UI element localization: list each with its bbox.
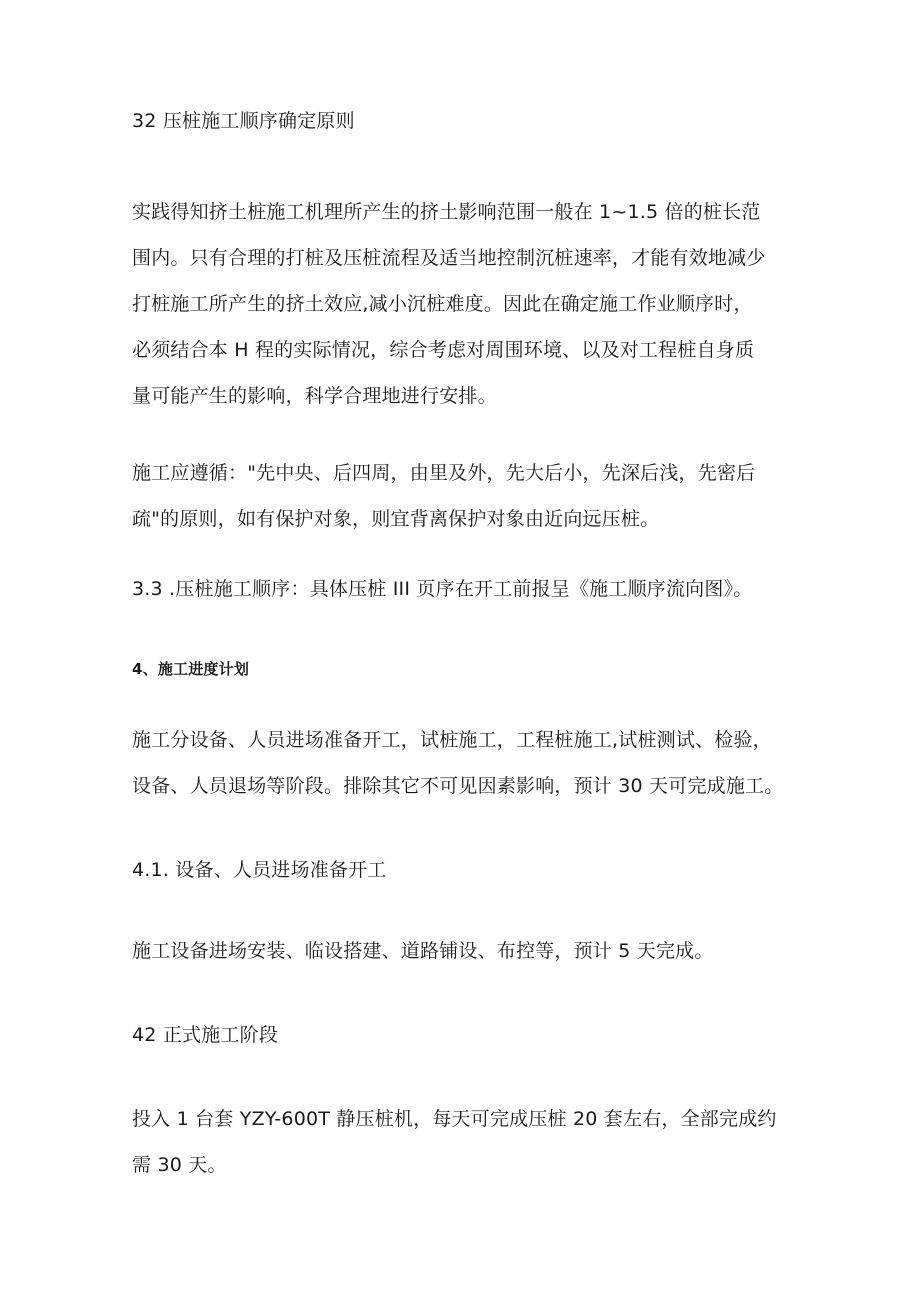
paragraph-line: 投入 1 台套 YZY-600T 静压桩机，每天可完成压桩 20 套左右，全部完成约 <box>132 1108 777 1130</box>
paragraph-line: 施工分设备、人员进场准备开工，试桩施工，工程桩施工,试桩测试、检验， <box>132 729 772 751</box>
section-heading-4: 4、施工进度计划 <box>132 660 250 678</box>
paragraph-equipment-setup: 施工设备进场安装、临设搭建、道路铺设、布控等，预计 5 天完成。 <box>132 940 714 962</box>
paragraph-line: 打桩施工所产生的挤土效应,减小沉桩难度。因此在确定施工作业顺序时， <box>132 293 753 315</box>
section-heading-3-2: 32 压桩施工顺序确定原则 <box>132 110 355 132</box>
paragraph-construction-principle <box>132 450 802 542</box>
paragraph-line: 围内。只有合理的打桩及压桩流程及适当地控制沉桩速率，才能有效地减少 <box>132 247 766 269</box>
section-heading-4-1: 4.1. 设备、人员进场准备开工 <box>132 859 387 881</box>
paragraph-squeeze-effect <box>132 189 802 419</box>
paragraph-line: 疏"的原则，如有保护对象，则宜背离保护对象由近向远压桩。 <box>132 508 660 530</box>
paragraph-line: 量可能产生的影响，科学合理地进行安排。 <box>132 385 497 407</box>
paragraph-line: 设备、人员退场等阶段。排除其它不可见因素影响，预计 30 天可完成施工。 <box>132 775 784 797</box>
section-heading-4-2: 42 正式施工阶段 <box>132 1024 279 1046</box>
paragraph-line: 施工应遵循："先中央、后四周，由里及外，先大后小，先深后浅，先密后 <box>132 462 756 484</box>
paragraph-formal-construction <box>132 1096 802 1188</box>
paragraph-line: 需 30 天。 <box>132 1154 227 1176</box>
paragraph-line: 必须结合本 H 程的实际情况，综合考虑对周围环境、以及对工程桩自身质 <box>132 339 755 361</box>
paragraph-3-3-sequence: 3.3 .压桩施工顺序：具体压桩 III 页序在开工前报呈《施工顺序流向图》。 <box>132 578 753 600</box>
paragraph-schedule-overview <box>132 717 802 809</box>
paragraph-line: 实践得知挤土桩施工机理所产生的挤土影响范围一般在 1~1.5 倍的桩长范 <box>132 201 761 223</box>
